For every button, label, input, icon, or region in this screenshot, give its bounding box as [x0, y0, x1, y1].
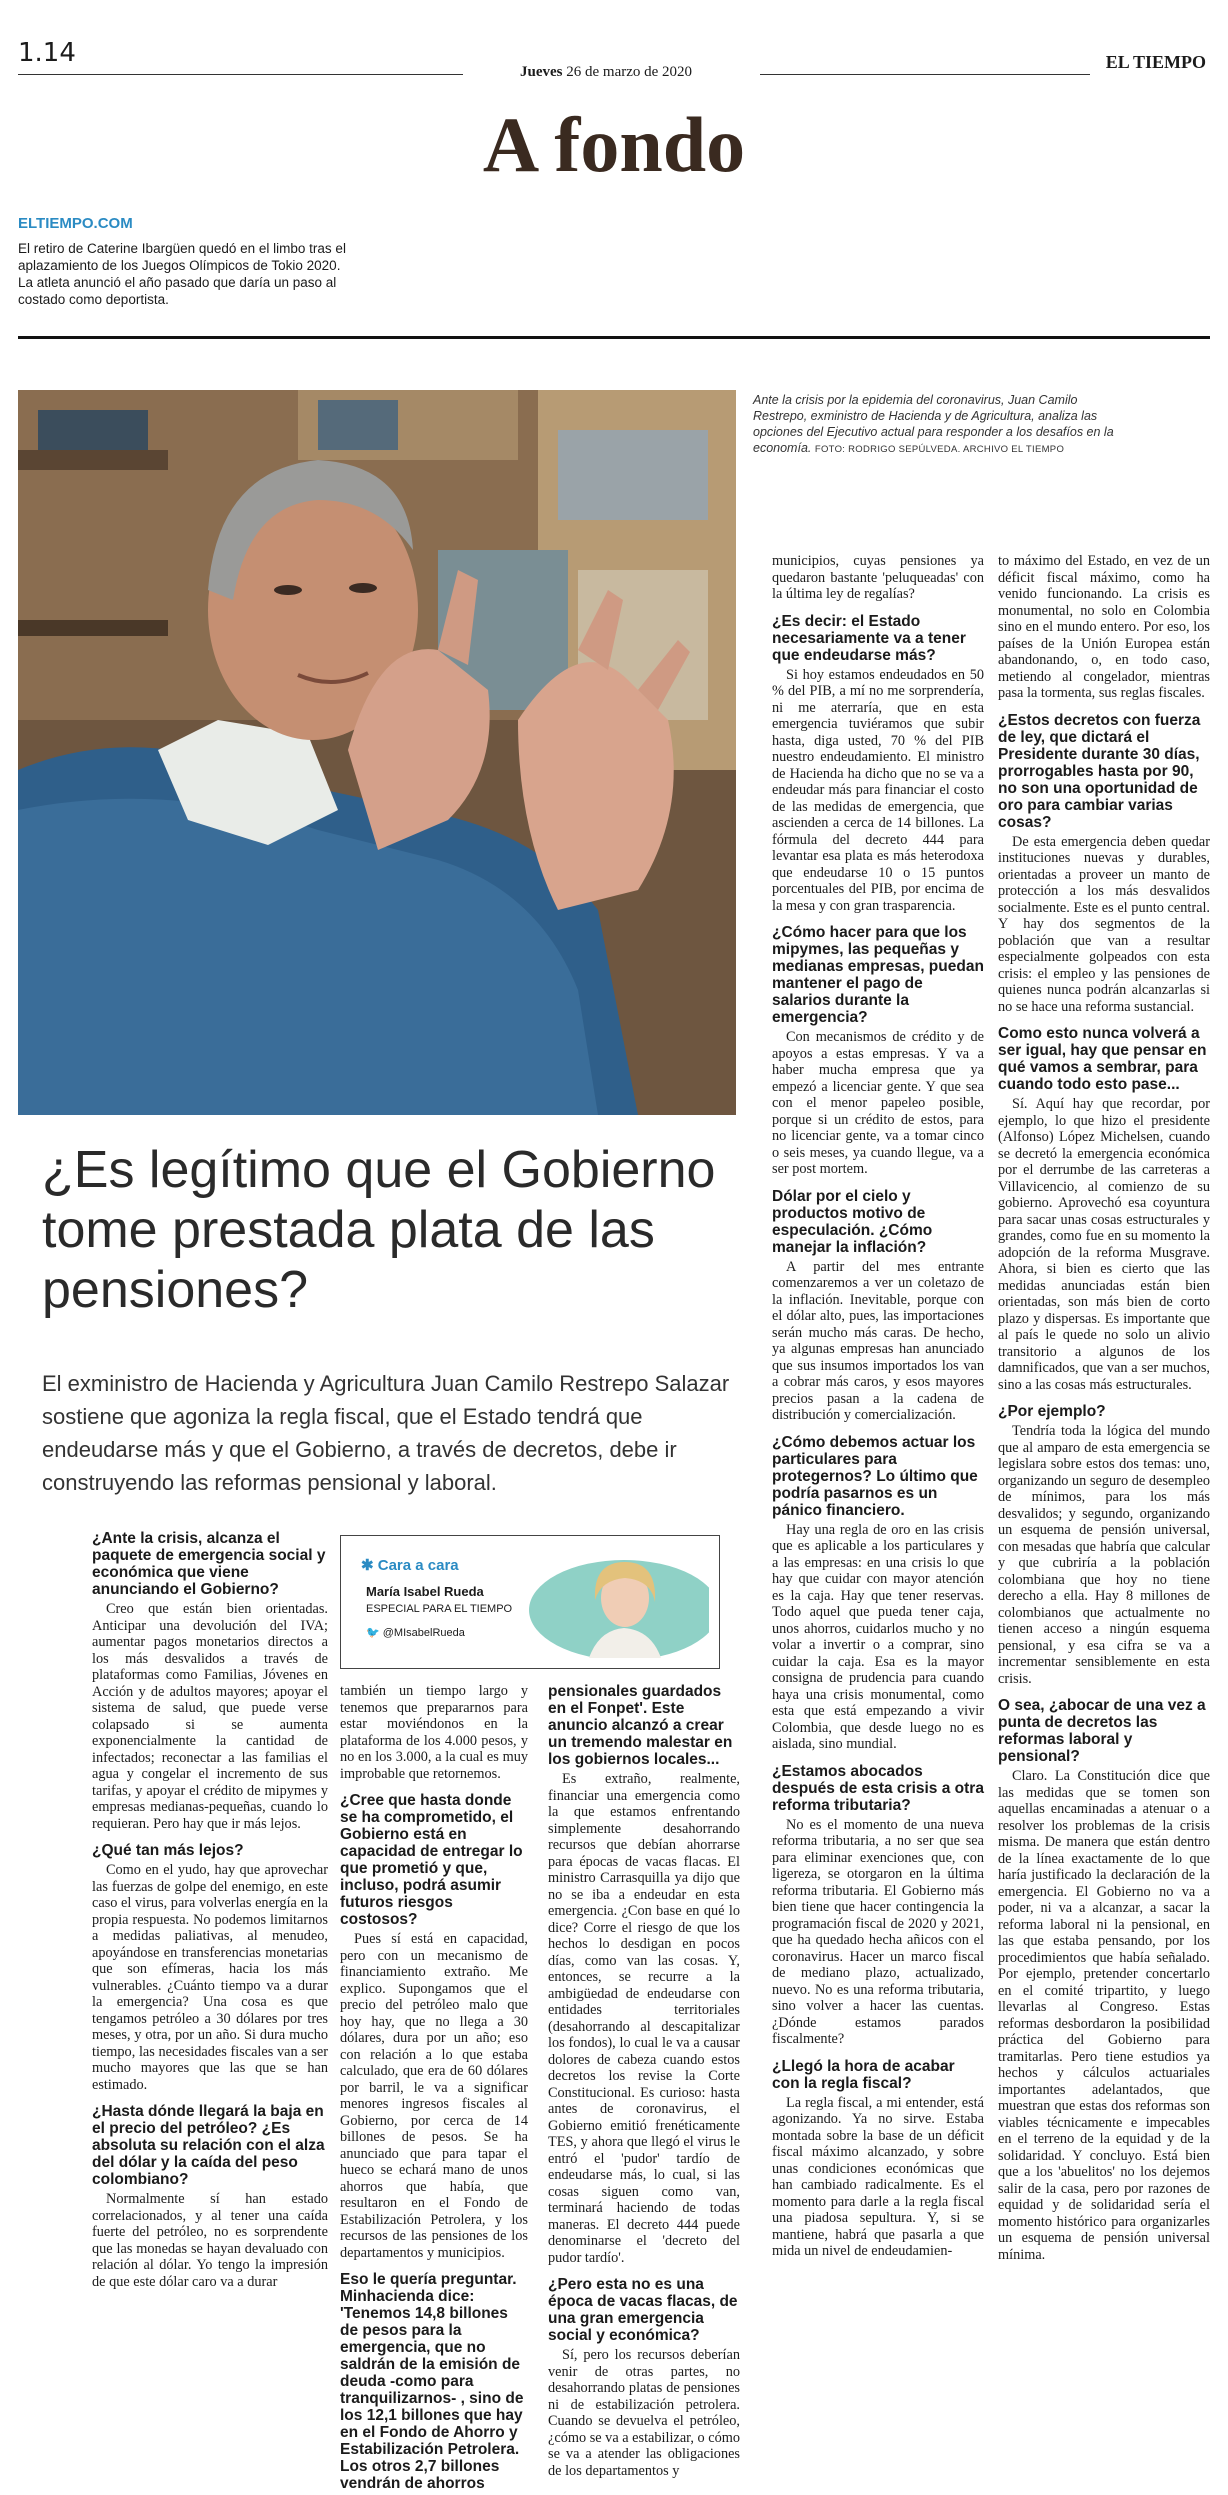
author-portrait: [529, 1550, 709, 1658]
author-role: ESPECIAL PARA EL TIEMPO: [366, 1603, 513, 1615]
answer: Si hoy estamos endeudados en 50 % del PIB, a mí no me sorprendería, ni me aterraría, que en esta emergencia tuviéramos que subir hasta, diga usted, 70 % del PIB nuestro endeudamiento. El ministro de Hacienda ha dicho que no se va a endeudar más para financiar el costo de las medidas de emergencia, que ascienden a cerca de 14 billones. La fórmula del decreto 444 para levantar esa plata es más heterodoxa que endeudarse 10 o 15 puntos porcentuales del PIB, por encima de la mesa y con gran trasparencia.: [772, 666, 984, 914]
byline-tag: ✱ Cara a cara: [361, 1557, 459, 1574]
twitter-icon: 🐦: [366, 1627, 380, 1639]
header-rule-right: [760, 74, 1090, 75]
web-teaser-site[interactable]: ELTIEMPO.COM: [18, 215, 133, 232]
answer: Es extraño, realmente, financiar una emergencia como la que estamos enfrentando simplemente desahorrando recursos que debían ahorrarse para épocas de vacas flacas. El ministro Carrasquilla ya dijo que no se iba a endeudar en esta emergencia. ¿Con base en qué lo dice? Corre el riesgo de que los hechos lo desdigan en pocos días, como van las cosas. Y, entonces, se recurre a la ambigüedad de endeudarse con entidades territoriales (desahorrando al descapitalizar los fondos), lo cual le va a causar dolores de cabeza cuando estos decretos los revise la Corte Constitucional. Es curioso: hasta antes de coronavirus, el Gobierno emitió frenéticamente TES, y ahora que llegó el virus le entró el 'pudor' tardío de endeudarse más, lo cual, si las cosas siguen como van, terminará haciendo de todas maneras. El decreto 444 puede denominarse el 'decreto del pudor tardío'.: [548, 1771, 740, 2266]
answer: Normalmente sí han estado correlacionados, y al tener una caída fuerte del petróleo, no es sorprendente que las monedas se hayan devaluado con relación al dólar. Yo tengo la impresión de que este dólar caro va a durar: [92, 2191, 328, 2290]
article-column-2: [340, 1683, 528, 2495]
answer: Como en el yudo, hay que aprovechar las fuerzas de golpe del enemigo, en este caso el virus, para volverlas energía en la propia respuesta. No podemos limitarnos a medidas paliativas, al menudeo, apoyándose en transferencias monetarias que son efímeras, hacia los más vulnerables. ¿Cuánto tiempo va a durar la emergencia? Una cosa es que tengamos petróleo a 30 dólares por tres meses, y otra, por un año. Si dura mucho tiempo, las necesidades fiscales van a ser mucho mayores que las que se han estimado.: [92, 1862, 328, 2093]
answer: Pues sí está en capacidad, pero con un mecanismo de financiamiento extraño. Me explico. Supongamos que el precio del petróleo malo que hoy hay, que no llega a 30 dólares, dura por un año; eso con relación a lo que estaba calculado, que era de 60 dólares por barril, le va a significar menores ingresos fiscales al Gobierno, por cerca de 14 billones de pesos. Se ha anunciado que para tapar el hueco se echará mano de unos ahorros que había, que resultaron en el Fondo de Estabilización Petrolera, y los recursos de las pensiones de los departamentos y municipios.: [340, 1931, 528, 2261]
question: ¿Pero esta no es una época de vacas flacas, de una gran emergencia social y económica?: [548, 2276, 738, 2344]
answer: municipios, cuyas pensiones ya quedaron bastante 'peluqueadas' con la última ley de regalías?: [772, 553, 984, 602]
question: ¿Llegó la hora de acabar con la regla fiscal?: [772, 2057, 955, 2092]
answer: De esta emergencia deben quedar instituciones nuevas y durables, orientadas a proveer un manto de protección a los más desvalidos socialmente. Este es el punto central. Y hay dos segmentos de la población que van a resultar especialmente golpeados con esta crisis: el empleo y las pensiones de quienes nunca podrán alcanzarlas si no se hace una reforma sustancial.: [998, 833, 1210, 1015]
answer: A partir del mes entrante comenzaremos a ver un coletazo de la inflación. Inevitable, porque con el dólar alto, pues, las importaciones serán mucho más caras. De hecho, ya algunas empresas han anunciado que sus insumos importados los van a cobrar más caros, y esos mayores precios pasan a la cadena de distribución y comercialización.: [772, 1258, 984, 1423]
header-rule-left: [18, 74, 463, 75]
answer: Claro. La Constitución dice que las medidas que se tomen son aquellas encaminadas a atenuar o a resolver los problemas de la crisis misma. De manera que están dentro de la línea exactamente de lo que haría justificado la declaración de la emergencia. El Gobierno no va a poder, ni va a alcanzar, a sacar la reforma laboral ni la pensional, en las que estaba pensando, por los procedimientos que había señalado. Por ejemplo, pretender concertarlo en el comité tripartito, y luego llevarlas al Congreso. Estas reformas desbordaron la posibilidad práctica del Gobierno para tramitarlas. Pero tiene estudios ya hechos y cálculos actuariales importantes adelantados, que muestran que estas dos reformas son viables técnicamente e impecables en el terreno de la equidad y de la solidaridad. Y concluyo. Está bien que a los 'abuelitos' no los dejemos salir de la casa, pero por razones de equidad y de solidaridad sería el momento histórico para organizarles un esquema de pensión universal mínima.: [998, 1768, 1210, 2263]
section-title: A fondo: [482, 101, 746, 188]
question: ¿Ante la crisis, alcanza el paquete de emergencia social y económica que viene anunciando el Gobierno?: [92, 1530, 326, 1598]
headline: ¿Es legítimo que el Gobierno tome prestada plata de las pensiones?: [42, 1141, 716, 1319]
newspaper-brand: EL TIEMPO: [1105, 52, 1206, 72]
issue-date: Jueves 26 de marzo de 2020: [520, 64, 693, 80]
byline-box: [340, 1535, 720, 1669]
photo-caption: Ante la crisis por la epidemia del coronavirus, Juan Camilo Restrepo, exministro de Hacienda y de Agricultura, analiza las opciones del Ejecutivo actual para responder a los desafíos en la economía. FOTO: RODRIGO SEPÚLVEDA. ARCHIVO EL TIEMPO: [753, 393, 1114, 455]
answer: Con mecanismos de crédito y de apoyos a estas empresas. Y va a haber mucha empresa que ya empezó a licenciar gente. Y que sea con el menor papeleo posible, porque si un crédito de estos, para no licenciar gente, va a tomar cinco o seis meses, ya cuando llegue, va a ser post mortem.: [772, 1029, 984, 1177]
question: ¿Cómo debemos actuar los particulares para protegernos? Lo último que podría pasarnos es un pánico financiero.: [772, 1433, 978, 1519]
answer: Creo que están bien orientadas. Anticipar una devolución del IVA; aumentar pagos monetarios directos a los más desvalidos a través de plataformas como Familias, Jóvenes en Acción y de adultos mayores; apoyar el sistema de salud, que puede verse colapsado si se aumenta exponencialmente la cantidad de infectados; reconectar a las familias el agua y congelar el incremento de sus tarifas, y apoyar el crédito de mipymes y empresas medianas-pequeñas, cuando lo requieran. Pero hay que ir más lejos.: [92, 1601, 328, 1832]
answer: Hay una regla de oro en las crisis que es aplicable a los particulares y a las empresas: en una crisis lo que hay que cuidar con mayor atención es la caja. Hay que tener reservas. Todo aquel que pueda tener caja, unos ahorros, cuidarlos mucho y no volar a invertir o a comprar, sino cuidar la caja. Esa es la mayor consigna de prudencia para cuando haya una crisis monumental, como esta que está empezando a vivir Colombia, que desde luego no es aislada, sino mundial.: [772, 1521, 984, 1752]
author-name: María Isabel Rueda: [366, 1584, 484, 1599]
question: pensionales guardados en el Fonpet'. Este anuncio alcanzó a crear un tremendo malestar en los gobiernos locales...: [548, 1683, 733, 1768]
question: ¿Estamos abocados después de esta crisis a otra reforma tributaria?: [772, 1762, 984, 1814]
answer: Sí. Aquí hay que recordar, por ejemplo, lo que hizo el presidente (Alfonso) López Michelsen, cuando se decretó la emergencia económica por el derrumbe de las carreteras a Villavicencio, al comienzo de su gobierno. Aprovechó esa coyuntura para sacar unas cosas estructurales y grandes, como fue en su momento la adopción de la reforma Musgrave. Ahora, si bien es cierto que las medidas anunciadas están bien orientadas, son más bien de corto plazo y dispersas. Es importante que al país le quede no solo un alivio transitorio a algunos de los damnificados, que van a ser muchos, sino a las cosas más estructurales.: [998, 1096, 1210, 1393]
section-divider: [18, 336, 1210, 339]
question: ¿Cree que hasta donde se ha comprometido, el Gobierno está en capacidad de entregar lo que prometió y que, incluso, podrá asumir futuros riesgos costosos?: [340, 1792, 523, 1928]
question: O sea, ¿abocar de una vez a punta de decretos las reformas laboral y pensional?: [998, 1697, 1206, 1765]
question: ¿Hasta dónde llegará la baja en el precio del petróleo? ¿Es absoluta su relación con el alza del dólar y la caída del peso colombiano?: [92, 2103, 325, 2188]
interview-photo: [18, 390, 736, 1115]
question: ¿Cómo hacer para que los mipymes, las pequeñas y medianas empresas, puedan mantener el pago de salarios durante la emergencia?: [772, 924, 984, 1026]
article-column-5: [998, 553, 1210, 2263]
page-number: 1.14: [18, 38, 76, 68]
question: ¿Estos decretos con fuerza de ley, que dictará el Presidente durante 30 días, prorrogables hasta por 90, no son una oportunidad de oro para cambiar varias cosas?: [998, 711, 1201, 831]
question: Como esto nunca volverá a ser igual, hay que pensar en qué vamos a sembrar, para cuando todo esto pase...: [998, 1025, 1207, 1093]
answer: La regla fiscal, a mi entender, está agonizando. Ya no sirve. Estaba montada sobre la base de un déficit fiscal máximo alcanzado, y sobre unas condiciones económicas que han cambiado radicalmente. Es el momento para darle a la regla fiscal una piadosa sepultura. Y, si se mantiene, habrá que pasarla a que mida un nivel de endeudamien-: [772, 2094, 984, 2259]
question: ¿Por ejemplo?: [998, 1403, 1106, 1420]
question: Eso le quería preguntar. Minhacienda dice: 'Tenemos 14,8 billones de pesos para la emergencia, que no saldrán de la emisión de deuda -como para tranquilizarnos- , sino de los 12,1 billones que hay en el Fondo de Ahorro y Estabilización Petrolera. Los otros 2,7 billones vendrán de ahorros: [340, 2271, 524, 2492]
article-column-3: [548, 1683, 740, 2479]
web-teaser-text: El retiro de Caterine Ibargüen quedó en el limbo tras el aplazamiento de los Juegos Olímpicos de Tokio 2020. La atleta anunció el año pasado que daría un paso al costado como deportista.: [18, 241, 346, 307]
answer: No es el momento de una nueva reforma tributaria, a no ser que sea para eliminar exenciones que, con ligereza, se otorgaron en la última reforma tributaria. El Gobierno más bien tiene que hacer contingencia la programación fiscal de 2020 y 2021, que ha quedado hecha añicos con el coronavirus. Hacer un marco fiscal de mediano plazo, actualizado, nuevo. No es una reforma tributaria, sino volver a hacer las cuentas. ¿Dónde estamos parados fiscalmente?: [772, 1816, 984, 2047]
answer: to máximo del Estado, en vez de un déficit fiscal máximo, como ha venido funcionando. La crisis es monumental, no solo en Colombia sino en el mundo entero. Por eso, los países de la Unión Europea están abandonando, o, en todo caso, metiendo al congelador, mientras pasa la tormenta, sus reglas fiscales.: [998, 553, 1210, 701]
lede: El exministro de Hacienda y Agricultura Juan Camilo Restrepo Salazar sostiene que agoniza la regla fiscal, que el Estado tendrá que endeudarse más y que el Gobierno, a través de decretos, debe ir construyendo las reformas pensional y laboral.: [42, 1371, 730, 1495]
question: Dólar por el cielo y productos motivo de especulación. ¿Cómo manejar la inflación?: [772, 1187, 933, 1256]
article-column-1: [92, 1530, 328, 2290]
photo-credit: FOTO: RODRIGO SEPÚLVEDA. ARCHIVO EL TIEMPO: [814, 444, 1065, 455]
question: ¿Qué tan más lejos?: [92, 1842, 244, 1859]
article-column-4: [772, 553, 984, 2260]
author-twitter[interactable]: 🐦 @MIsabelRueda: [366, 1627, 465, 1639]
answer: Sí, pero los recursos deberían venir de otras partes, no desahorrando platas de pensiones ni de estabilización petrolera. Cuando se devuelva el petróleo, ¿cómo se va a estabilizar, o cómo se va a atender las obligaciones de los departamentos y: [548, 2347, 740, 2479]
answer: también un tiempo largo y tenemos que prepararnos para estar moviéndonos en la plataforma de los 4.000 pesos, y no en los 3.000, a la cual es muy improbable que retornemos.: [340, 1683, 528, 1782]
answer: Tendría toda la lógica del mundo que al amparo de esta emergencia se legislara sobre estos dos temas: uno, organizando un seguro de desempleo de mínimos, para los más desvalidos; y segundo, organizando un esquema de pensión universal, con mesadas que habría que calcular y que cubriría a la población colombiana que hoy no tiene derecho a ella. Hay 8 millones de colombianos que actualmente no tienen acceso a ningún esquema pensional, y esa cifra se va a incrementar sensiblemente en esta crisis.: [998, 1423, 1210, 1687]
question: ¿Es decir: el Estado necesariamente va a tener que endeudarse más?: [772, 612, 966, 664]
